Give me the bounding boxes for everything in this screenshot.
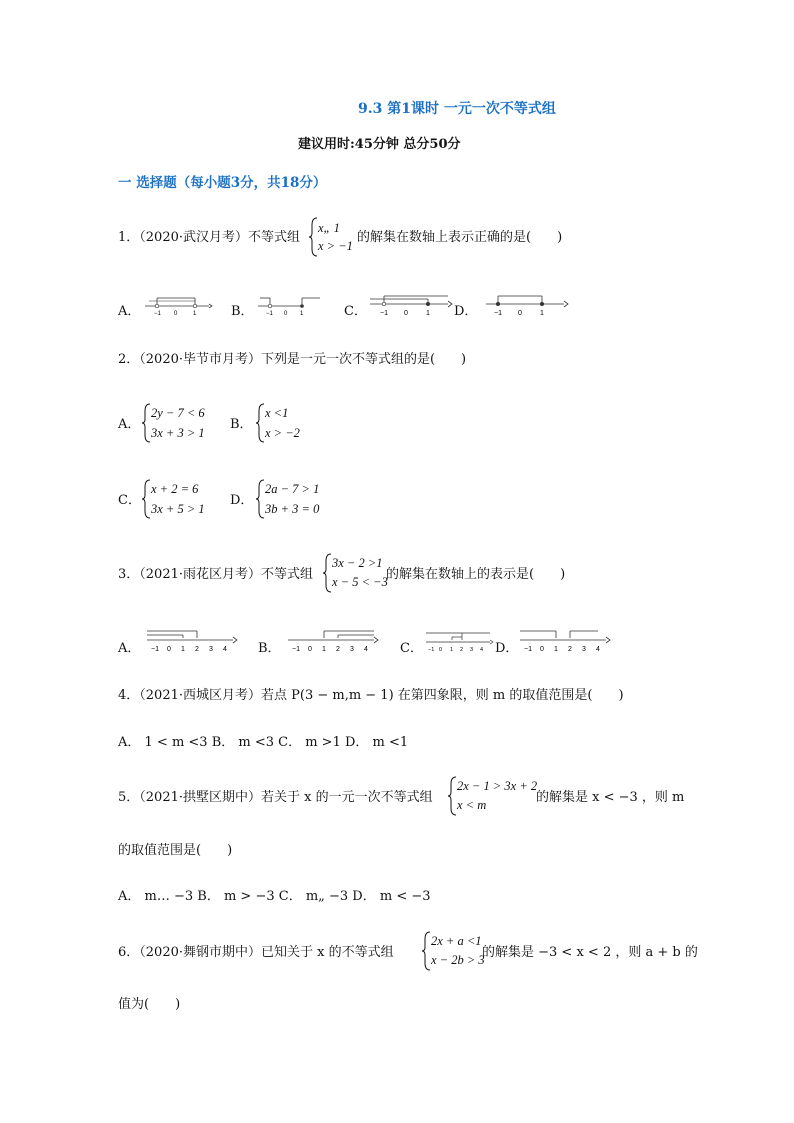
- q4-stem: 4．（2021·西城区月考）若点 P(3 − m,m − 1) 在第四象限，则 m 的取值范围是( ): [118, 688, 624, 703]
- q2-stem: 2．（2020·毕节市月考）下列是一元一次不等式组的是( ): [118, 352, 467, 367]
- tick-label: 3: [582, 646, 586, 653]
- q3-prefix: 3．（2021·雨花区月考）不等式组: [118, 567, 313, 582]
- q5-prefix: 5．（2021·拱墅区期中）若关于 x 的一元一次不等式组: [118, 790, 433, 805]
- q2-a-ineq-1: 2y − 7 < 6: [151, 406, 205, 420]
- tick-label: 0: [174, 311, 178, 317]
- tick-label: −1: [494, 310, 502, 317]
- q5-system: [448, 776, 538, 816]
- tick-label: 0: [439, 647, 443, 653]
- q3-option-c-numberline: [424, 628, 496, 654]
- q1-suffix: 的解集在数轴上表示正确的是( ): [357, 230, 563, 245]
- tick-label: 3: [209, 646, 213, 653]
- q5-continuation: 的取值范围是( ): [118, 843, 233, 858]
- q2-option-b-label: B．: [230, 417, 253, 432]
- q6-ineq-1: 2x + a <1: [431, 934, 482, 948]
- tick-label: 4: [596, 646, 600, 653]
- q1-ineq-2: x > −1: [318, 239, 353, 253]
- tick-label: 1: [181, 646, 185, 653]
- q2-d-ineq-2: 3b + 3 = 0: [265, 502, 320, 516]
- q1-option-b-numberline: [256, 294, 322, 318]
- q1-option-c-label: C．: [344, 304, 367, 319]
- q6-continuation: 值为( ): [118, 997, 181, 1012]
- tick-label: 4: [364, 646, 368, 653]
- brace-icon: [142, 479, 151, 519]
- section-heading: 一 选择题（每小题3分，共18分）: [118, 175, 327, 191]
- tick-label: 3: [470, 647, 474, 653]
- q3-ineq-1: 3x − 2 >1: [332, 556, 383, 570]
- tick-label: −1: [428, 647, 435, 653]
- q1-option-d-label: D．: [454, 304, 478, 319]
- q3-option-a-label: A．: [118, 641, 141, 656]
- q3-ineq-2: x − 5 < −3: [332, 575, 388, 589]
- q2-option-b-system: [256, 403, 316, 443]
- q2-c-ineq-1: x + 2 = 6: [151, 482, 199, 496]
- q1-prefix: 1．（2020·武汉月考）不等式组: [118, 230, 300, 245]
- q2-option-a-label: A．: [118, 417, 141, 432]
- tick-label: 2: [568, 646, 572, 653]
- q2-d-ineq-1: 2a − 7 > 1: [265, 482, 320, 496]
- q1-system: [309, 217, 359, 257]
- page-title: 9.3 第1课时 一元一次不等式组: [358, 101, 556, 117]
- brace-icon: [309, 217, 318, 257]
- q1-option-c-numberline: [368, 290, 454, 318]
- q2-b-ineq-1: x <1: [265, 406, 289, 420]
- q1-option-b-label: B．: [231, 304, 254, 319]
- q5-ineq-1: 2x − 1 > 3x + 2: [457, 779, 538, 793]
- q2-a-ineq-2: 3x + 3 > 1: [151, 426, 205, 440]
- q3-suffix: 的解集在数轴上的表示是( ): [386, 567, 566, 582]
- tick-label: 0: [284, 311, 288, 317]
- tick-label: 3: [350, 646, 354, 653]
- tick-label: 1: [193, 311, 197, 317]
- q6-ineq-2: x − 2b > 3: [431, 953, 485, 967]
- q3-option-a-numberline: [145, 626, 239, 654]
- brace-icon: [142, 403, 151, 443]
- tick-label: 2: [336, 646, 340, 653]
- brace-icon: [256, 479, 265, 519]
- tick-label: −1: [266, 311, 273, 317]
- tick-label: 4: [223, 646, 227, 653]
- tick-label: 0: [308, 646, 312, 653]
- q3-option-d-numberline: [518, 626, 612, 654]
- tick-label: 0: [540, 646, 544, 653]
- q5-ineq-2: x < m: [457, 798, 487, 812]
- tick-label: −1: [524, 646, 532, 653]
- tick-label: 1: [554, 646, 558, 653]
- tick-label: 0: [404, 310, 408, 317]
- tick-label: 1: [540, 310, 544, 317]
- q1-option-a-numberline: [143, 294, 213, 318]
- q1-option-a-label: A．: [118, 304, 141, 319]
- tick-label: 0: [167, 646, 171, 653]
- q2-option-d-system: [256, 479, 336, 519]
- q2-option-c-label: C．: [118, 493, 141, 508]
- q2-option-d-label: D．: [230, 493, 254, 508]
- q1-option-d-numberline: [484, 290, 570, 318]
- tick-label: −1: [380, 310, 388, 317]
- tick-label: −1: [154, 311, 161, 317]
- brace-icon: [422, 931, 431, 971]
- q3-system: [323, 553, 393, 593]
- q1-ineq-1: x„ 1: [318, 221, 340, 235]
- q3-option-b-label: B．: [258, 641, 281, 656]
- tick-label: 1: [300, 311, 304, 317]
- q2-b-ineq-2: x > −2: [265, 426, 300, 440]
- tick-label: 1: [322, 646, 326, 653]
- q4-options: A． 1 < m <3 B． m <3 C． m >1 D． m <1: [118, 735, 409, 750]
- q2-c-ineq-2: 3x + 5 > 1: [151, 502, 205, 516]
- q2-option-a-system: [142, 403, 222, 443]
- q3-option-c-label: C．: [400, 641, 423, 656]
- tick-label: 1: [426, 310, 430, 317]
- time-score-info: 建议用时:45分钟 总分50分: [298, 137, 461, 152]
- tick-label: −1: [292, 646, 300, 653]
- q3-option-d-label: D．: [495, 641, 519, 656]
- q5-suffix: 的解集是 x < −3 ，则 m: [536, 790, 685, 805]
- tick-label: 4: [480, 647, 484, 653]
- tick-label: 0: [518, 310, 522, 317]
- tick-label: 1: [450, 647, 454, 653]
- q3-option-b-numberline: [286, 626, 380, 654]
- brace-icon: [256, 403, 265, 443]
- q2-option-c-system: [142, 479, 222, 519]
- tick-label: 2: [195, 646, 199, 653]
- brace-icon: [323, 553, 332, 593]
- tick-label: 2: [460, 647, 464, 653]
- q6-suffix: 的解集是 −3 < x < 2 ，则 a + b 的: [482, 945, 698, 960]
- brace-icon: [448, 776, 457, 816]
- q5-options: A． m… −3 B． m > −3 C． m„ −3 D． m < −3: [118, 889, 431, 904]
- q6-prefix: 6．（2020·舞钢市期中）已知关于 x 的不等式组: [118, 945, 394, 960]
- tick-label: −1: [151, 646, 159, 653]
